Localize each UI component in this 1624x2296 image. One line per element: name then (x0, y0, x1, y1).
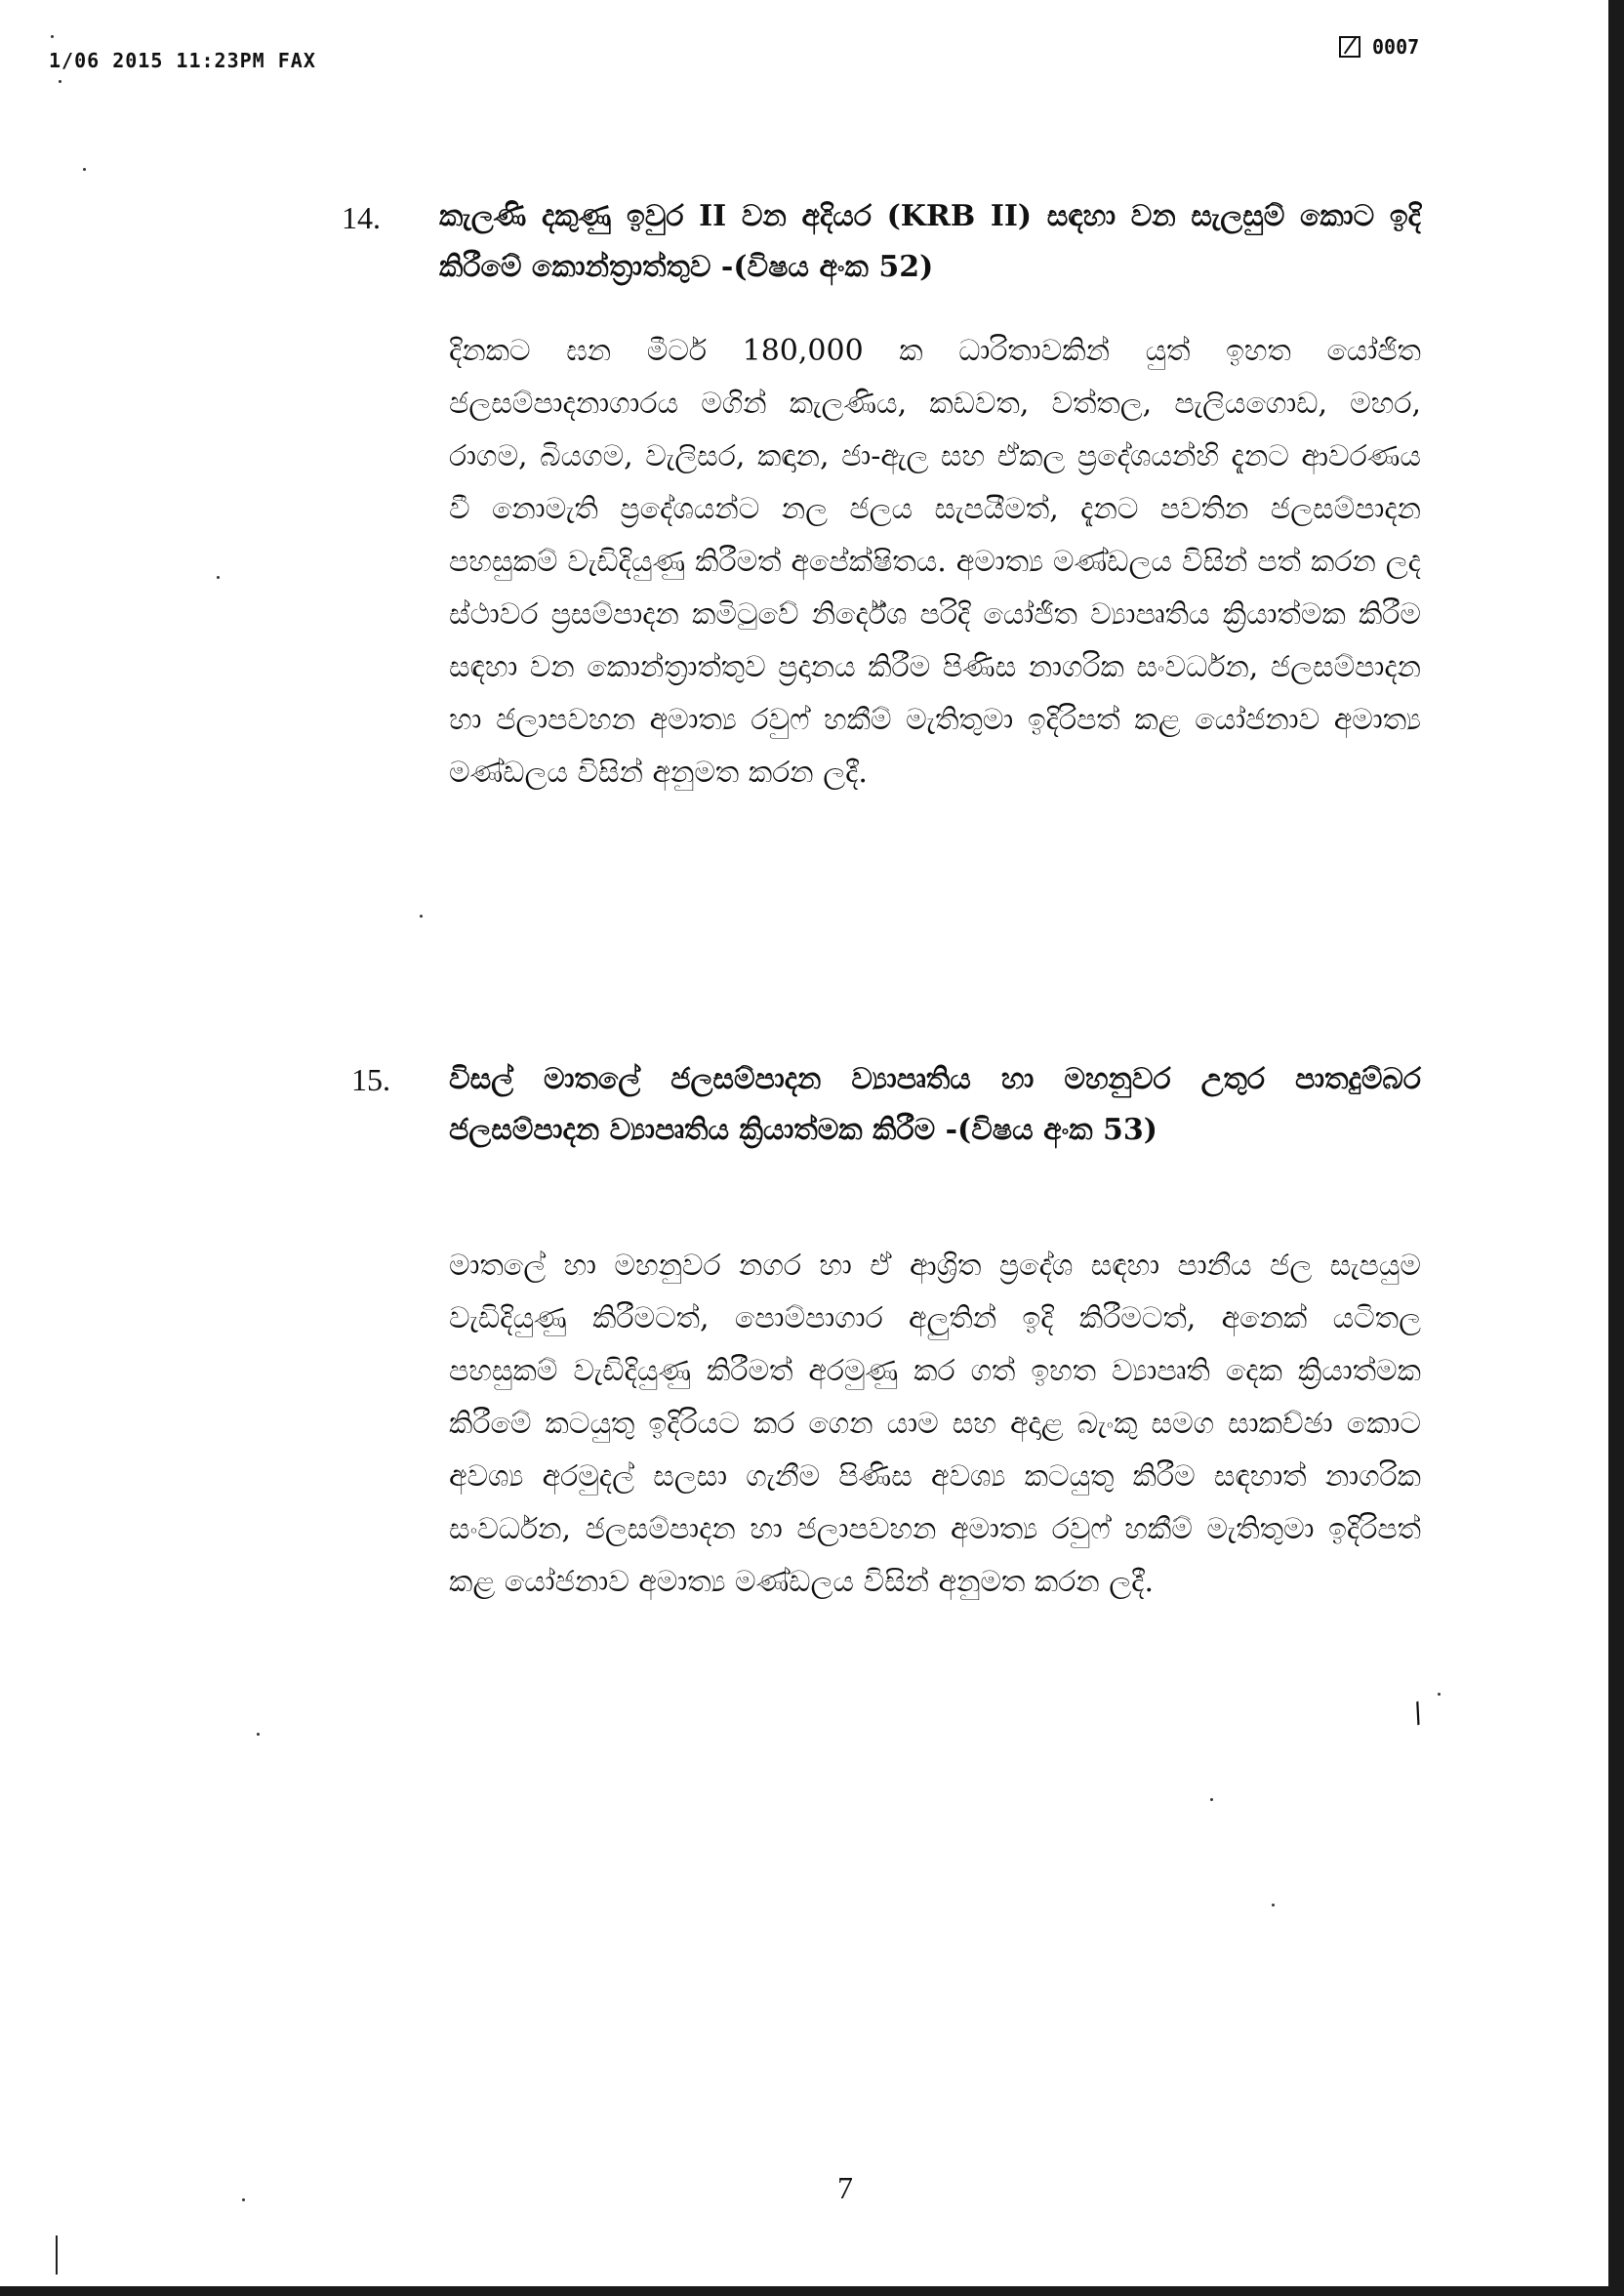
scan-speck (257, 1733, 260, 1736)
scan-speck (1272, 1904, 1275, 1906)
item-number: 15. (351, 1062, 390, 1097)
scan-speck (217, 576, 220, 579)
item-body: දිනකට ඝන මීටර් 180,000 ක ධාරිතාවකින් යුත් ඉහත යෝජිත ජලසම්පාදනාගාරය මගින් කැලණිය, කඩවත, වත්තල, පැලියගොඩ, මහර, රාගම, බියගම, වැලිසර, කඳාන, ජා-ඇල සහ ඒකල ප්‍රදේශයන්හි දැනට ආවරණය වී නොමැති ප්‍රදේශයන්ට නල ජලය සැපයීමත්, දැනට පවතින ජලසම්පාදන පහසුකම් වැඩිදියුණු කිරීමත් අපේක්ෂිතය. අමාත්‍ය මණ්ඩලය විසින් පත් කරන ලද ස්ථාවර ප්‍රසම්පාදන කමිටුවේ නිර්දේශ පරිදි යෝජිත ව්‍යාපෘතිය ක්‍රියාත්මක කිරීම සඳහා වන කොන්ත්‍රාත්තුව ප්‍රදානය කිරීම පිණිස නාගරික සංවර්ධන, ජලසම්පාදන හා ජලාපවහන අමාත්‍ය රවුෆ් හකීම් මැතිතුමා ඉදිරිපත් කළ යෝජනාව අමාත්‍ය මණ්ඩලය විසින් අනුමත කරන ලදී. (449, 334, 1421, 790)
box-check-icon (1339, 36, 1360, 58)
fax-page-code (1339, 35, 1419, 59)
scan-speck (1210, 1798, 1213, 1801)
scan-speck (83, 168, 86, 171)
item-title: විසල් මාතලේ ජලසම්පාදන ව්‍යාපෘතිය හා මහනුවර උතුර පාතදුම්බර ජලසම්පාදන ව්‍යාපෘතිය ක්‍රියාත්මක කිරීම -(විෂය අංක 53) (449, 1062, 1421, 1147)
fax-header-line: 1/06 2015 11:23PM FAX (49, 49, 316, 72)
scan-speck (59, 80, 61, 83)
item-body: මාතලේ හා මහනුවර නගර හා ඒ ආශ්‍රිත ප්‍රදේශ සඳහා පානීය ජල සැපයුම වැඩිදියුණු කිරීමටත්, පොම්පාගාර අලුතින් ඉදි කිරීමටත්, අනෙක් යටිතල පහසුකම් වැඩිදියුණු කිරීමත් අරමුණු කර ගත් ඉහත ව්‍යාපෘති දෙක ක්‍රියාත්මක කිරීමේ කටයුතු ඉදිරියට කර ගෙන යාම සහ අදාළ බැංකු සමග සාකච්ඡා කොට අවශ්‍ය අරමුදල් සලසා ගැනීම පිණිස අවශ්‍ය කටයුතු කිරීම සඳහාත් නාගරික සංවර්ධන, ජලසම්පාදන හා ජලාපවහන අමාත්‍ය රවුෆ් හකීම් මැතිතුමා ඉදිරිපත් කළ යෝජනාව අමාත්‍ය මණ්ඩලය විසින් අනුමත කරන ලදී. (449, 1249, 1421, 1599)
item-number: 14. (342, 200, 381, 235)
scan-speck (51, 35, 54, 38)
scan-speck (420, 915, 423, 918)
item-title: කැලණි දකුණු ඉවුර II වන අදියර (KRB II) සඳහා වන සැලසුම් කොට ඉදි කිරීමේ කොන්ත්‍රාත්තුව -(විෂය අංක 52) (439, 199, 1421, 284)
fax-page-number: 0007 (1372, 35, 1420, 59)
scan-speck (1438, 1693, 1441, 1696)
pen-tick-mark: / (1407, 1696, 1428, 1730)
scan-speck (242, 2198, 245, 2201)
page-number: 7 (837, 2170, 853, 2205)
scan-edge-mark (56, 2235, 58, 2275)
